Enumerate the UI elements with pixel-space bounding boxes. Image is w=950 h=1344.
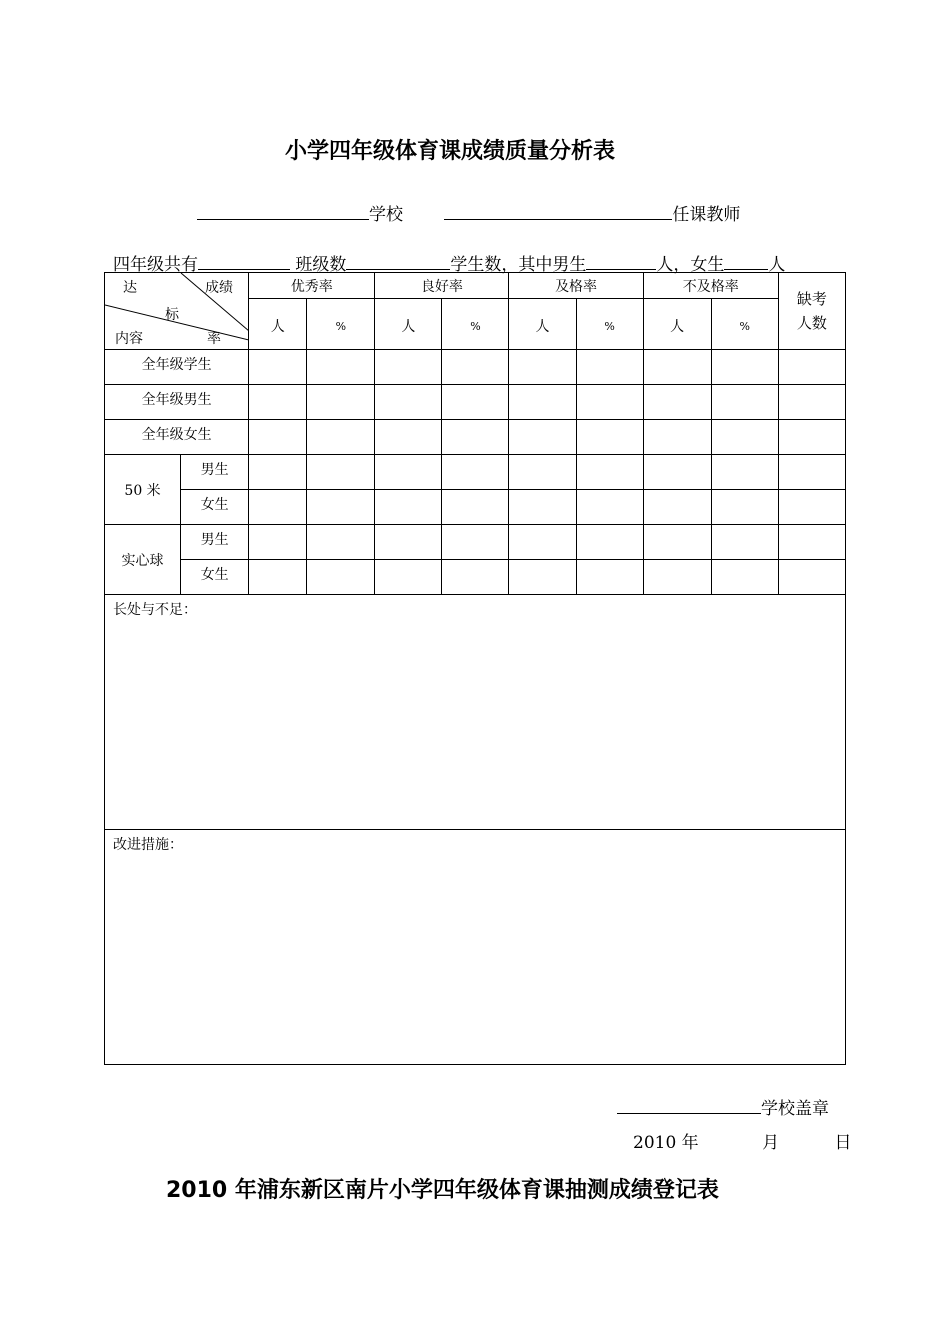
table-cell[interactable] [375,560,442,595]
good-person: 人 [375,299,442,350]
pass-person: 人 [509,299,576,350]
page-title: 小学四年级体育课成绩质量分析表 [285,139,616,164]
corner-bottom-right: 率 [207,331,221,347]
table-cell[interactable] [249,525,307,560]
table-row [105,560,846,595]
classes-label: 班级数 [295,255,347,275]
strengths-cell[interactable] [105,595,846,830]
table-cell[interactable] [711,385,778,420]
good-percent: % [442,299,509,350]
table-cell[interactable] [711,490,778,525]
stamp-line [617,1094,829,1119]
table-cell[interactable] [509,385,576,420]
table-cell[interactable] [442,420,509,455]
absent-label-line2: 人数 [796,314,827,332]
row-label-ball: 实心球 [105,525,181,595]
table-cell[interactable] [375,525,442,560]
table-cell[interactable] [375,385,442,420]
table-cell[interactable] [778,455,845,490]
excellent-percent: % [307,299,375,350]
table-cell[interactable] [711,455,778,490]
table-cell[interactable] [509,350,576,385]
date-day: 日 [834,1133,852,1153]
grade-blank[interactable] [198,252,290,270]
date-line [633,1128,851,1153]
school-line [197,200,740,225]
fail-person: 人 [643,299,711,350]
table-cell[interactable] [249,420,307,455]
table-row [105,455,846,490]
person-label-1: 人，女生 [656,255,725,275]
table-cell[interactable] [249,350,307,385]
table-row [105,525,846,560]
table-row [105,490,846,525]
students-label: 学生数，其中男生 [450,255,587,275]
pass-percent: % [576,299,643,350]
table-cell[interactable] [249,560,307,595]
table-cell[interactable] [576,385,643,420]
table-cell[interactable] [778,350,845,385]
table-cell[interactable] [442,385,509,420]
grade-prefix: 四年级共有 [113,255,198,275]
table-cell[interactable] [509,525,576,560]
row-label-all: 全年级学生 [105,350,249,385]
table-cell[interactable] [375,420,442,455]
date-year: 2010 年 [633,1133,699,1153]
table-cell[interactable] [509,455,576,490]
table-cell[interactable] [576,560,643,595]
table-cell[interactable] [375,350,442,385]
table-cell[interactable] [576,455,643,490]
row-label-male: 男生 [181,455,249,490]
date-month: 月 [762,1133,780,1153]
table-cell[interactable] [442,350,509,385]
table-cell[interactable] [249,455,307,490]
table-cell[interactable] [442,560,509,595]
table-row [105,350,846,385]
person-label-2: 人 [768,255,786,275]
fail-header: 不及格率 [643,273,778,299]
table-cell[interactable] [778,525,845,560]
table-cell[interactable] [307,350,375,385]
table-cell[interactable] [307,455,375,490]
table-cell[interactable] [576,490,643,525]
excellent-person: 人 [249,299,307,350]
stamp-blank[interactable] [617,1096,761,1114]
table-cell[interactable] [375,455,442,490]
table-cell[interactable] [643,525,711,560]
table-cell[interactable] [711,420,778,455]
row-label-female: 女生 [181,490,249,525]
table-cell[interactable] [778,420,845,455]
fail-percent: % [711,299,778,350]
boys-blank[interactable] [586,252,656,270]
table-cell[interactable] [643,560,711,595]
absent-header [778,273,845,350]
table-cell[interactable] [643,350,711,385]
analysis-table [104,272,846,1065]
corner-cell [105,273,249,350]
table-cell[interactable] [509,420,576,455]
table-row [105,420,846,455]
table-cell[interactable] [576,350,643,385]
table-cell[interactable] [778,560,845,595]
table-cell[interactable] [442,525,509,560]
teacher-blank[interactable] [444,202,672,220]
table-cell[interactable] [778,490,845,525]
second-title: 2010 年浦东新区南片小学四年级体育课抽测成绩登记表 [166,1178,719,1203]
table-cell[interactable] [307,525,375,560]
table-cell[interactable] [711,560,778,595]
table-cell[interactable] [778,385,845,420]
excellent-header: 优秀率 [249,273,375,299]
school-label: 学校 [369,205,403,225]
table-cell[interactable] [643,455,711,490]
improvements-row [105,830,846,1065]
improvements-cell[interactable] [105,830,846,1065]
good-header: 良好率 [375,273,509,299]
teacher-label: 任课教师 [672,205,741,225]
table-cell[interactable] [643,420,711,455]
table-cell[interactable] [509,560,576,595]
corner-top-right: 成绩 [205,280,233,296]
stamp-label: 学校盖章 [761,1099,829,1119]
table-cell[interactable] [711,350,778,385]
row-label-girls: 全年级女生 [105,420,249,455]
table-cell[interactable] [643,385,711,420]
table-cell[interactable] [643,490,711,525]
row-label-50m: 50 米 [105,455,181,525]
corner-middle: 标 [165,307,179,323]
corner-bottom-left: 内容 [115,331,143,347]
improvements-label: 改进措施： [113,837,183,853]
table-cell[interactable] [442,490,509,525]
table-row [105,385,846,420]
corner-top-left: 达 [123,280,137,296]
table-cell[interactable] [307,420,375,455]
strengths-label: 长处与不足： [113,602,197,618]
table-cell[interactable] [711,525,778,560]
pass-header: 及格率 [509,273,643,299]
table-cell[interactable] [249,490,307,525]
strengths-row [105,595,846,830]
absent-label-line1: 缺考 [796,290,827,308]
row-label-female: 女生 [181,560,249,595]
classes-blank[interactable] [346,252,450,270]
table-cell[interactable] [307,385,375,420]
table-cell[interactable] [576,525,643,560]
table-cell[interactable] [576,420,643,455]
school-blank[interactable] [197,202,369,220]
table-cell[interactable] [442,455,509,490]
table-cell[interactable] [249,385,307,420]
row-label-male: 男生 [181,525,249,560]
girls-blank[interactable] [724,252,768,270]
table-cell[interactable] [375,490,442,525]
table-cell[interactable] [509,490,576,525]
table-cell[interactable] [307,560,375,595]
row-label-boys: 全年级男生 [105,385,249,420]
table-cell[interactable] [307,490,375,525]
